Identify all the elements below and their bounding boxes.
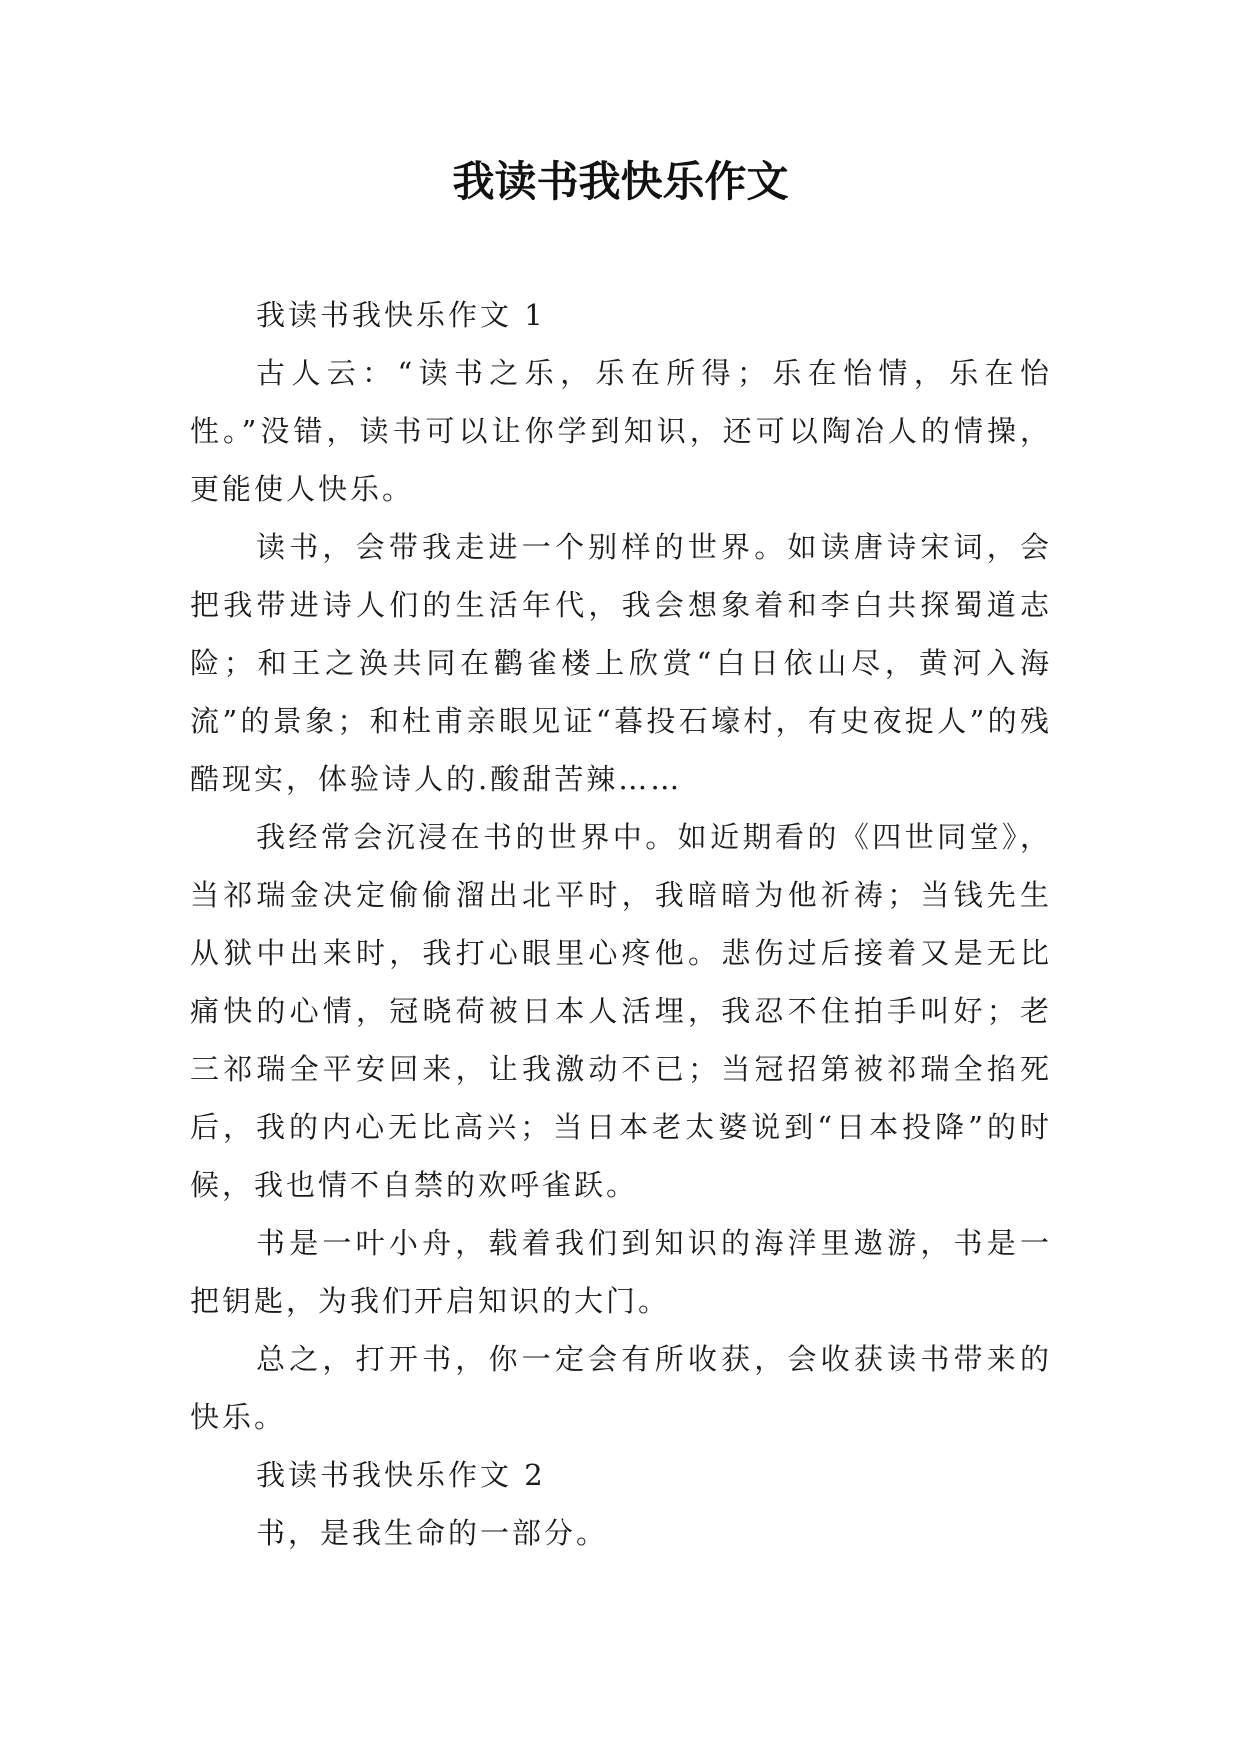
paragraph: 书，是我生命的一部分。: [256, 1516, 609, 1550]
document-title: 我读书我快乐作文: [452, 157, 789, 206]
paragraph: 古人云：“读书之乐，乐在所得；乐在怡情，乐在怡性。”没错，读书可以让你学到知识，还可以陶冶人的情操，更能使人快乐。: [190, 356, 1052, 506]
paragraph: 书是一叶小舟，载着我们到知识的海洋里遨游，书是一把钥匙，为我们开启知识的大门。: [190, 1226, 1052, 1318]
paragraph: 总之，打开书，你一定会有所收获，会收获读书带来的快乐。: [190, 1342, 1052, 1434]
paragraph: 我经常会沉浸在书的世界中。如近期看的《四世同堂》，当祁瑞金决定偷偷溜出北平时，我暗暗为他祈祷；当钱先生从狱中出来时，我打心眼里心疼他。悲伤过后接着又是无比痛快的心情，冠晓荷被日本人活埋，我忍不住拍手叫好；老三祁瑞全平安回来，让我激动不已；当冠招第被祁瑞全掐死后，我的内心无比高兴；当日本老太婆说到“日本投降”的时候，我也情不自禁的欢呼雀跃。: [190, 820, 1052, 1202]
essay-heading-2: 我读书我快乐作文 2: [256, 1458, 546, 1492]
paragraph: 读书，会带我走进一个别样的世界。如读唐诗宋词，会把我带进诗人们的生活年代，我会想象着和李白共探蜀道志险；和王之涣共同在鹳雀楼上欣赏“白日依山尽，黄河入海流”的景象；和杜甫亲眼见证“暮投石壕村，有史夜捉人”的残酷现实，体验诗人的.酸甜苦辣……: [190, 530, 1052, 796]
essay-heading-1: 我读书我快乐作文 1: [256, 298, 546, 332]
document-body: [190, 286, 1052, 1562]
